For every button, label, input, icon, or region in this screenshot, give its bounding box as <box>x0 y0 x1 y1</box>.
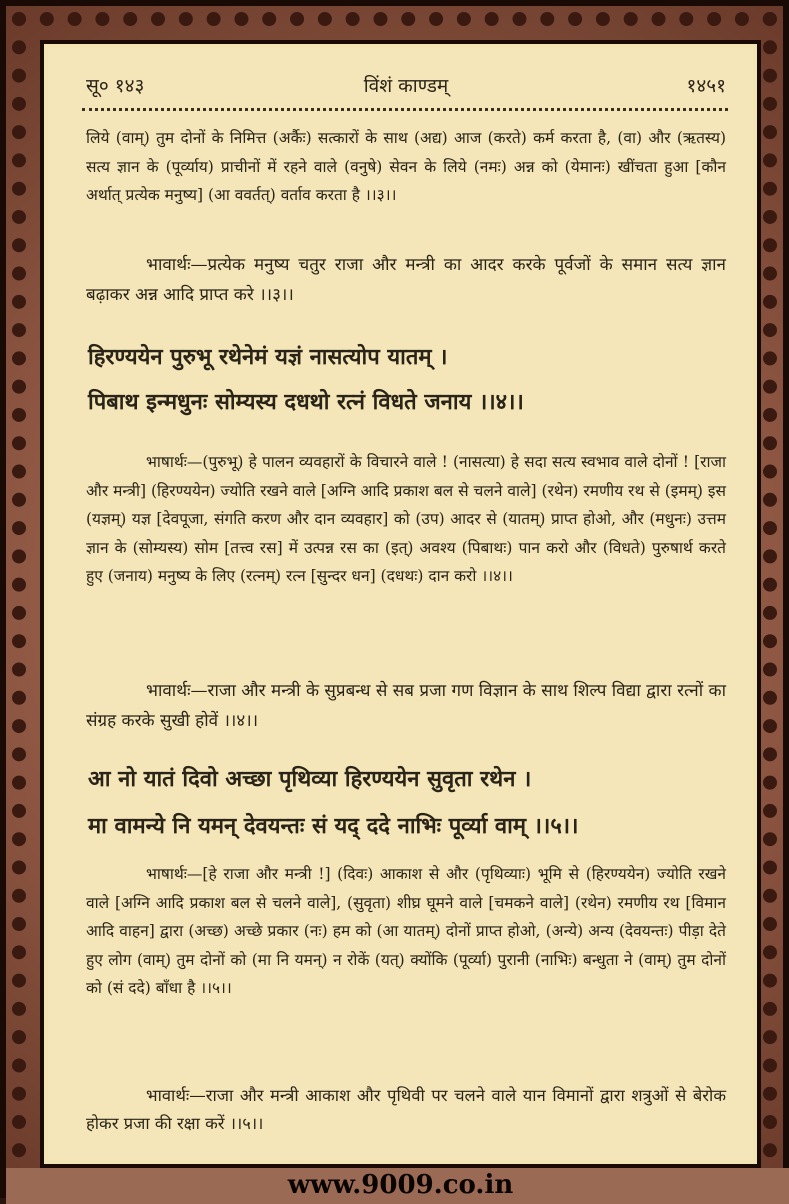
page-number: १४५१ <box>686 75 726 97</box>
bhavarth-5: भावार्थः—राजा और मन्त्री आकाश और पृथिवी पर चलने वाले यान विमानों द्वारा शत्रुओं से बेरोक होकर प्रजा की रक्षा करें ।।५।। <box>86 1086 726 1133</box>
bhavarth-4: भावार्थः—राजा और मन्त्री के सुप्रबन्ध से सब प्रजा गण विज्ञान के साथ शिल्प विद्या द्वारा रत्नों का संग्रह करके सुखी होवें ।।४।। <box>86 681 726 731</box>
verse-5-line-1: आ नो यातं दिवो अच्छा पृथिव्या हिरण्ययेन सुवृता रथेन । <box>88 766 532 792</box>
bhashartha-5: भाषार्थः—[हे राजा और मन्त्री !] (दिवः) आकाश से और (पृथिव्याः) भूमि से (हिरण्ययेन) ज्योति रखने वाले [अग्नि आदि प्रकाश बल से चलने वाले], (सुवृता) शीघ्र घूमने वाले [चमकने वाले] (रथेन) रमणीय रथ [विमान आदि वाहन] द्वारा (अच्छ) अच्छे प्रकार (नः) हम को (आ यातम्) दोनों प्राप्त होओ, (अन्ये) अन्य (देवयन्तः) पीड़ा देते हुए लोग (वाम्) तुम दोनों को (मा नि यमन्) न रोकें (यत्) क्योंकि (पूर्व्या) पुरानी (नाभिः) बन्धुता ने (वाम्) तुम दोनों को (सं ददे) बाँधा है ।।५।। <box>86 865 726 997</box>
verse-4-line-1: हिरण्ययेन पुरुभू रथेनेमं यज्ञं नासत्योप यातम् । <box>88 344 448 370</box>
verse-5-line-2: मा वामन्ये नि यमन् देवयन्तः सं यद् ददे नाभिः पूर्व्या वाम् ।।५।। <box>88 813 579 839</box>
page-content <box>48 48 753 1160</box>
kanda-title: विंशं काण्डम् <box>363 75 449 97</box>
header-divider <box>82 108 728 111</box>
page-border <box>40 40 761 1168</box>
sukta-number: सू० १४३ <box>86 75 145 97</box>
verse-4-line-2: पिबाथ इन्मधुनः सोम्यस्य दधथो रत्नं विधते जनाय ।।४।। <box>88 389 524 415</box>
website-url: www.9009.co.in <box>6 1168 789 1204</box>
translation-paragraph-3: लिये (वाम्) तुम दोनों के निमित्त (अर्कैः) सत्कारों के साथ (अद्य) आज (करते) कर्म करता है, (वा) और (ऋतस्य) सत्य ज्ञान के (पूर्व्याय) प्राचीनों में रहने वाले (वनुषे) सेवन के लिये (नमः) अन्न को (येमानः) खींचता हुआ [कौन अर्थात् प्रत्येक मनुष्य] (आ ववर्तत्) वर्ताव करता है ।।३।। <box>86 129 726 204</box>
page-header <box>86 72 726 100</box>
bhashartha-4: भाषार्थः—(पुरुभू) हे पालन व्यवहारों के विचारने वाले ! (नासत्या) हे सदा सत्य स्वभाव वाले दोनों ! [राजा और मन्त्री] (हिरण्ययेन) ज्योति रखने वाले [अग्नि आदि प्रकाश बल से चलने वाले] (रथेन) रमणीय रथ से (इमम्) इस (यज्ञम्) यज्ञ [देवपूजा, संगति करण और दान व्यवहार] को (उप) आदर से (यातम्) प्राप्त होओ, और (मधुनः) उत्तम ज्ञान के (सोम्यस्य) सोम [तत्त्व रस] में उत्पन्न रस का (इत्) अवश्य (पिबाथः) पान करो और (विधते) पुरुषार्थ करते हुए (जनाय) मनुष्य के लिए (रत्नम्) रत्न [सुन्दर धन] (दधथः) दान करो ।।४।। <box>86 453 726 585</box>
bhavarth-3: भावार्थः—प्रत्येक मनुष्य चतुर राजा और मन्त्री का आदर करके पूर्वजों के समान सत्य ज्ञान बढ़ाकर अन्न आदि प्राप्त करे ।।३।। <box>86 255 726 305</box>
